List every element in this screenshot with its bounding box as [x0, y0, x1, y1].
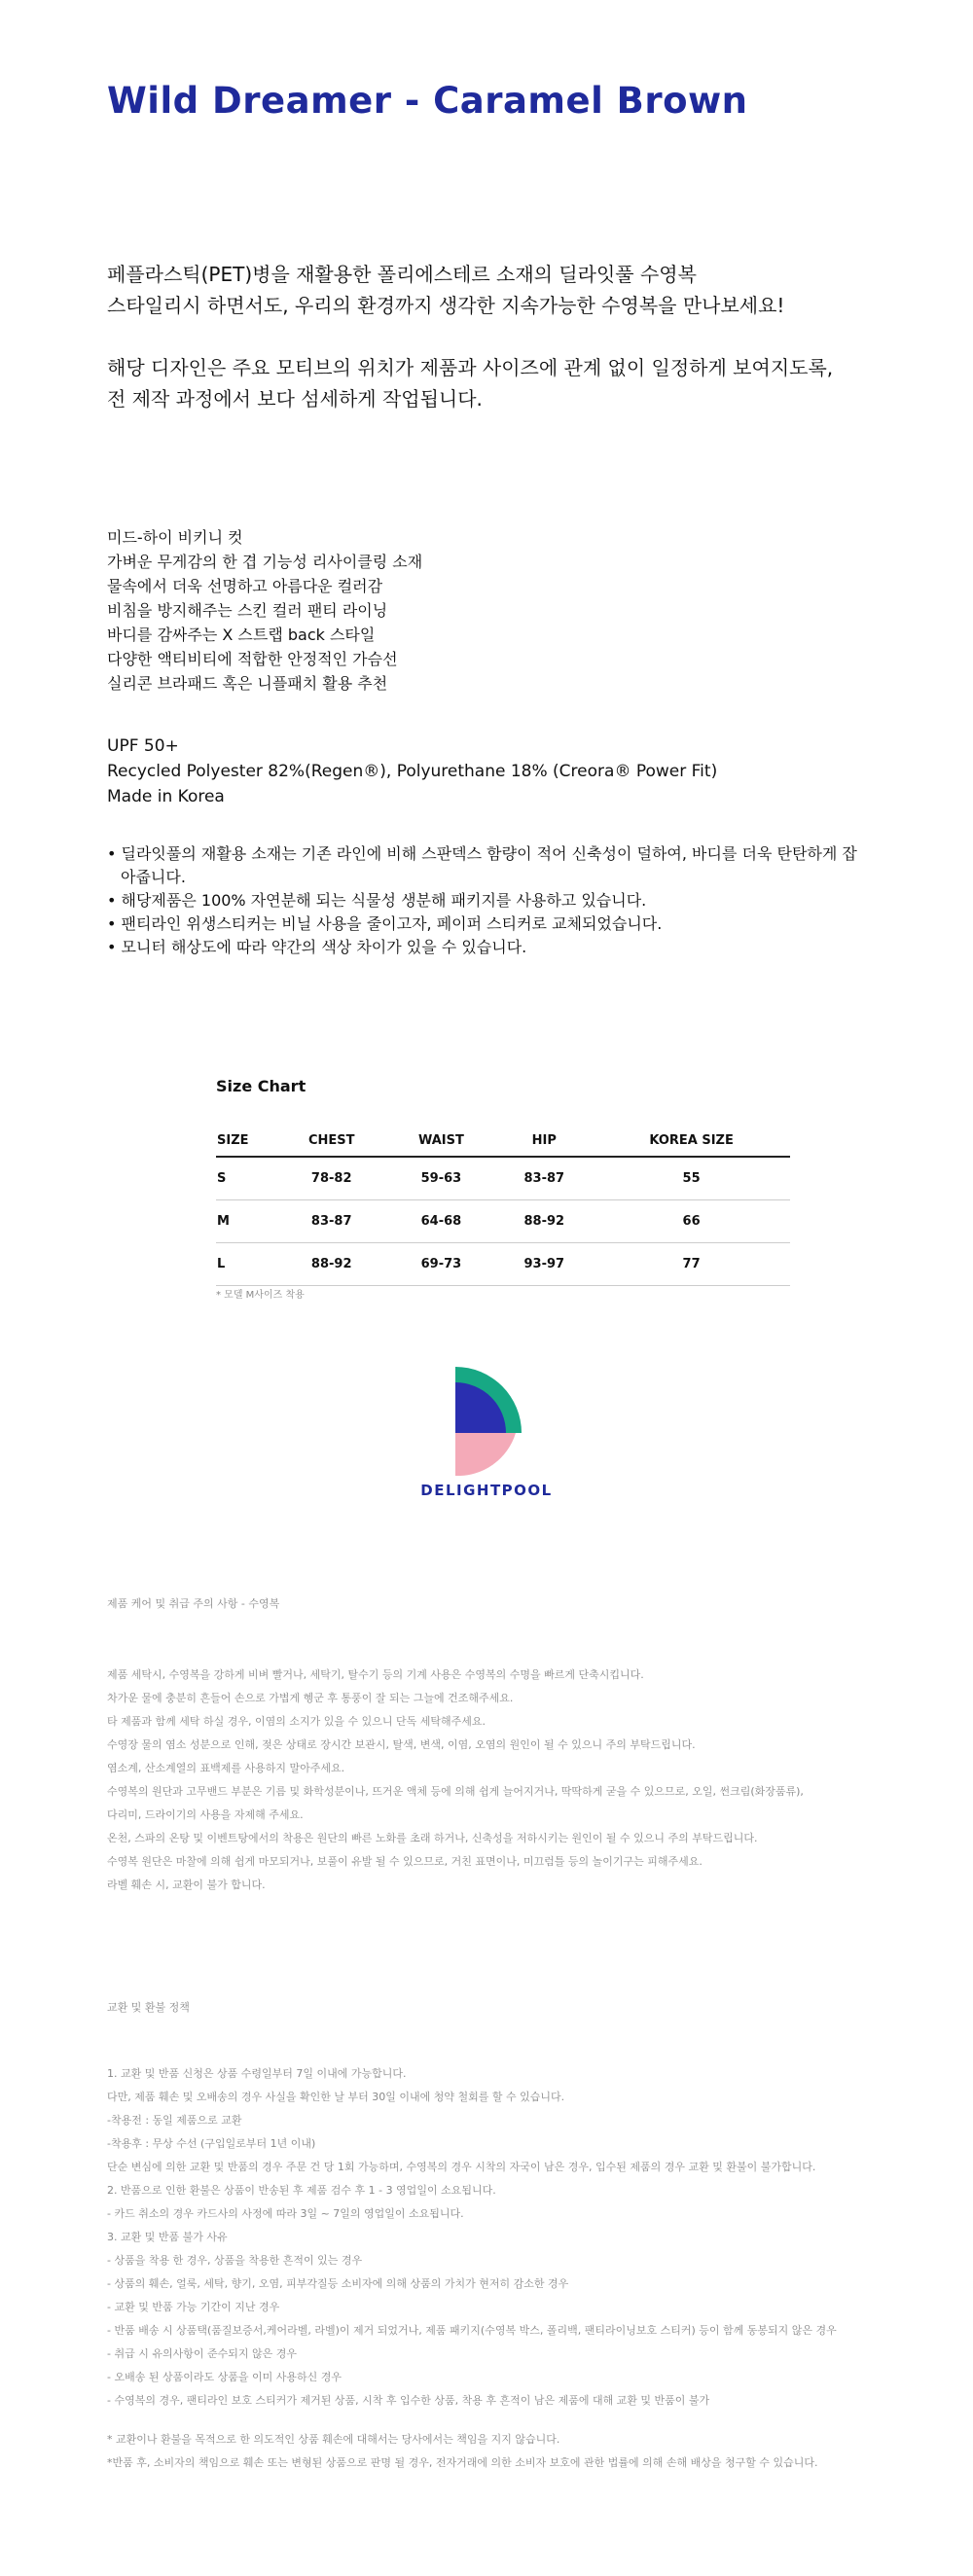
- product-title: Wild Dreamer - Caramel Brown: [107, 80, 748, 122]
- size-chart-title: Size Chart: [216, 1077, 306, 1095]
- policy-line: -착용후 : 무상 수선 (구입일로부터 1년 이내): [107, 2137, 316, 2150]
- policy-line: 1. 교환 및 반품 신청은 상품 수령일부터 7일 이내에 가능합니다.: [107, 2067, 407, 2080]
- exchange-policy: [107, 2062, 924, 2413]
- feature-item: 실리콘 브라패드 혹은 니플패치 활용 추천: [107, 674, 388, 693]
- care-instructions: [107, 1664, 885, 1897]
- policy-line: 3. 교환 및 반품 불가 사유: [107, 2231, 228, 2243]
- table-cell: S: [216, 1157, 276, 1200]
- care-line: 라벨 훼손 시, 교환이 불가 합니다.: [107, 1878, 266, 1891]
- delightpool-logo-icon: [451, 1367, 522, 1476]
- policy-line: - 교환 및 반품 가능 기간이 지난 경우: [107, 2301, 280, 2313]
- col-header: HIP: [495, 1125, 593, 1157]
- table-cell: 55: [593, 1157, 790, 1200]
- policy-line: - 오배송 된 상품이라도 상품을 이미 사용하신 경우: [107, 2371, 342, 2383]
- care-line: 염소계, 산소계열의 표백제를 사용하지 말아주세요.: [107, 1762, 345, 1774]
- care-line: 차가운 물에 충분히 흔들어 손으로 가볍게 헹군 후 통풍이 잘 되는 그늘에 건조해주세요.: [107, 1692, 514, 1704]
- care-line: 수영복의 원단과 고무밴드 부분은 기름 및 화학성분이나, 뜨거운 액체 등에 의해 쉽게 늘어지거나, 딱딱하게 굳을 수 있으므로, 오일, 썬크림(화장품류),: [107, 1785, 804, 1798]
- col-header: CHEST: [276, 1125, 386, 1157]
- col-header: SIZE: [216, 1125, 276, 1157]
- spec-origin: Made in Korea: [107, 787, 225, 806]
- table-cell: M: [216, 1200, 276, 1243]
- feature-item: 가벼운 무게감의 한 겹 기능성 리사이클링 소재: [107, 553, 423, 571]
- table-cell: 78-82: [276, 1157, 386, 1200]
- table-row: [216, 1243, 790, 1286]
- table-cell: 69-73: [386, 1243, 495, 1286]
- intro-text: [107, 259, 924, 414]
- spec-material: Recycled Polyester 82%(Regen®), Polyurethane 18% (Creora® Power Fit): [107, 762, 718, 781]
- size-chart-table: [216, 1125, 790, 1286]
- spec-upf: UPF 50+: [107, 736, 179, 756]
- intro-line: 해당 디자인은 주요 모티브의 위치가 제품과 사이즈에 관계 없이 일정하게 보여지도록,: [107, 356, 834, 379]
- feature-item: 다양한 액티비티에 적합한 안정적인 가슴선: [107, 650, 398, 668]
- note-item: • 모니터 해상도에 따라 약간의 색상 차이가 있을 수 있습니다.: [107, 938, 527, 956]
- table-row: [216, 1200, 790, 1243]
- col-header: KOREA SIZE: [593, 1125, 790, 1157]
- table-row: [216, 1157, 790, 1200]
- care-line: 수영복 원단은 마찰에 의해 쉽게 마모되거나, 보풀이 유발 될 수 있으므로, 거친 표면이나, 미끄럼틀 등의 놀이기구는 피해주세요.: [107, 1855, 703, 1868]
- final-notes: [107, 2428, 924, 2475]
- feature-list: [107, 525, 422, 696]
- feature-item: 비침을 방지해주는 스킨 컬러 팬티 라이닝: [107, 601, 388, 620]
- intro-line: 페플라스틱(PET)병을 재활용한 폴리에스테르 소재의 딜라잇풀 수영복: [107, 263, 697, 286]
- care-line: 제품 세탁시, 수영복을 강하게 비벼 빨거나, 세탁기, 탈수기 등의 기계 사용은 수영복의 수명을 빠르게 단축시킵니다.: [107, 1668, 644, 1681]
- intro-line: 스타일리시 하면서도, 우리의 환경까지 생각한 지속가능한 수영복을 만나보세요!: [107, 294, 785, 317]
- spec-list: [107, 733, 717, 809]
- intro-line: 전 제작 과정에서 보다 섬세하게 작업됩니다.: [107, 387, 483, 411]
- table-cell: 83-87: [495, 1157, 593, 1200]
- policy-line: -착용전 : 동일 제품으로 교환: [107, 2114, 242, 2127]
- feature-item: 바디를 감싸주는 X 스트랩 back 스타일: [107, 626, 376, 644]
- table-header-row: [216, 1125, 790, 1157]
- care-line: 타 제품과 함께 세탁 하실 경우, 이염의 소지가 있을 수 있으니 단독 세탁해주세요.: [107, 1715, 486, 1728]
- table-cell: 66: [593, 1200, 790, 1243]
- table-cell: 93-97: [495, 1243, 593, 1286]
- policy-line: - 취급 시 유의사항이 준수되지 않은 경우: [107, 2347, 297, 2360]
- table-cell: 88-92: [276, 1243, 386, 1286]
- notes-list: [107, 842, 866, 959]
- note-item: • 팬티라인 위생스티커는 비닐 사용을 줄이고자, 페이퍼 스티커로 교체되었습니다.: [107, 914, 663, 933]
- policy-line: - 카드 취소의 경우 카드사의 사정에 따라 3일 ~ 7일의 영업일이 소요됩니다.: [107, 2207, 464, 2220]
- table-cell: 64-68: [386, 1200, 495, 1243]
- col-header: WAIST: [386, 1125, 495, 1157]
- table-cell: 59-63: [386, 1157, 495, 1200]
- care-heading: 제품 케어 및 취급 주의 사항 - 수영복: [107, 1597, 280, 1610]
- policy-line: - 상품을 착용 한 경우, 상품을 착용한 흔적이 있는 경우: [107, 2254, 363, 2267]
- table-cell: 83-87: [276, 1200, 386, 1243]
- policy-line: 단순 변심에 의한 교환 및 반품의 경우 주문 건 당 1회 가능하며, 수영복의 경우 시착의 자국이 남은 경우, 입수된 제품의 경우 교환 및 환불이 불가합니다.: [107, 2161, 816, 2173]
- size-chart-note: * 모델 M사이즈 착용: [216, 1290, 305, 1301]
- final-note: * 교환이나 환불을 목적으로 한 의도적인 상품 훼손에 대해서는 당사에서는 책임을 지지 않습니다.: [107, 2433, 560, 2446]
- table-cell: L: [216, 1243, 276, 1286]
- final-note: *반품 후, 소비자의 책임으로 훼손 또는 변형된 상품으로 판명 될 경우, 전자거래에 의한 소비자 보호에 관한 법률에 의해 손해 배상을 청구할 수 있습니다.: [107, 2456, 818, 2469]
- care-line: 수영장 물의 염소 성분으로 인해, 젖은 상태로 장시간 보관시, 탈색, 변색, 이염, 오염의 원인이 될 수 있으니 주의 부탁드립니다.: [107, 1738, 696, 1751]
- policy-line: - 수영복의 경우, 팬티라인 보호 스티커가 제거된 상품, 시착 후 입수한 상품, 착용 후 흔적이 남은 제품에 대해 교환 및 반품이 불가: [107, 2394, 710, 2407]
- table-cell: 77: [593, 1243, 790, 1286]
- policy-line: - 반품 배송 시 상품택(품질보증서,케어라벨, 라벨)이 제거 되었거나, 제품 패키지(수영복 박스, 폴리백, 팬티라이닝보호 스티커) 등이 함께 동봉되지 않은 경우: [107, 2324, 837, 2337]
- care-line: 다리미, 드라이기의 사용을 자제해 주세요.: [107, 1808, 304, 1821]
- table-cell: 88-92: [495, 1200, 593, 1243]
- brand-logo: [404, 1367, 569, 1499]
- policy-line: 다만, 제품 훼손 및 오배송의 경우 사실을 확인한 날 부터 30일 이내에 청약 철회를 할 수 있습니다.: [107, 2091, 565, 2103]
- note-item: • 해당제품은 100% 자연분해 되는 식물성 생분해 패키지를 사용하고 있습니다.: [107, 891, 647, 910]
- policy-line: - 상품의 훼손, 얼룩, 세탁, 향기, 오염, 피부각질등 소비자에 의해 상품의 가치가 현저히 감소한 경우: [107, 2277, 569, 2290]
- feature-item: 미드-하이 비키니 컷: [107, 528, 243, 547]
- exchange-heading: 교환 및 환불 정책: [107, 2001, 190, 2014]
- care-line: 온천, 스파의 온탕 및 이벤트탕에서의 착용은 원단의 빠른 노화를 초래 하거나, 신축성을 저하시키는 원인이 될 수 있으니 주의 부탁드립니다.: [107, 1832, 758, 1844]
- note-item: • 딜라잇풀의 재활용 소재는 기존 라인에 비해 스판덱스 함량이 적어 신축성이 덜하여, 바디를 더욱 탄탄하게 잡아줍니다.: [107, 844, 857, 886]
- brand-logo-text: DELIGHTPOOL: [420, 1482, 553, 1499]
- policy-line: 2. 반품으로 인한 환불은 상품이 반송된 후 제품 검수 후 1 - 3 영업일이 소요됩니다.: [107, 2184, 496, 2197]
- feature-item: 물속에서 더욱 선명하고 아름다운 컬러감: [107, 577, 383, 595]
